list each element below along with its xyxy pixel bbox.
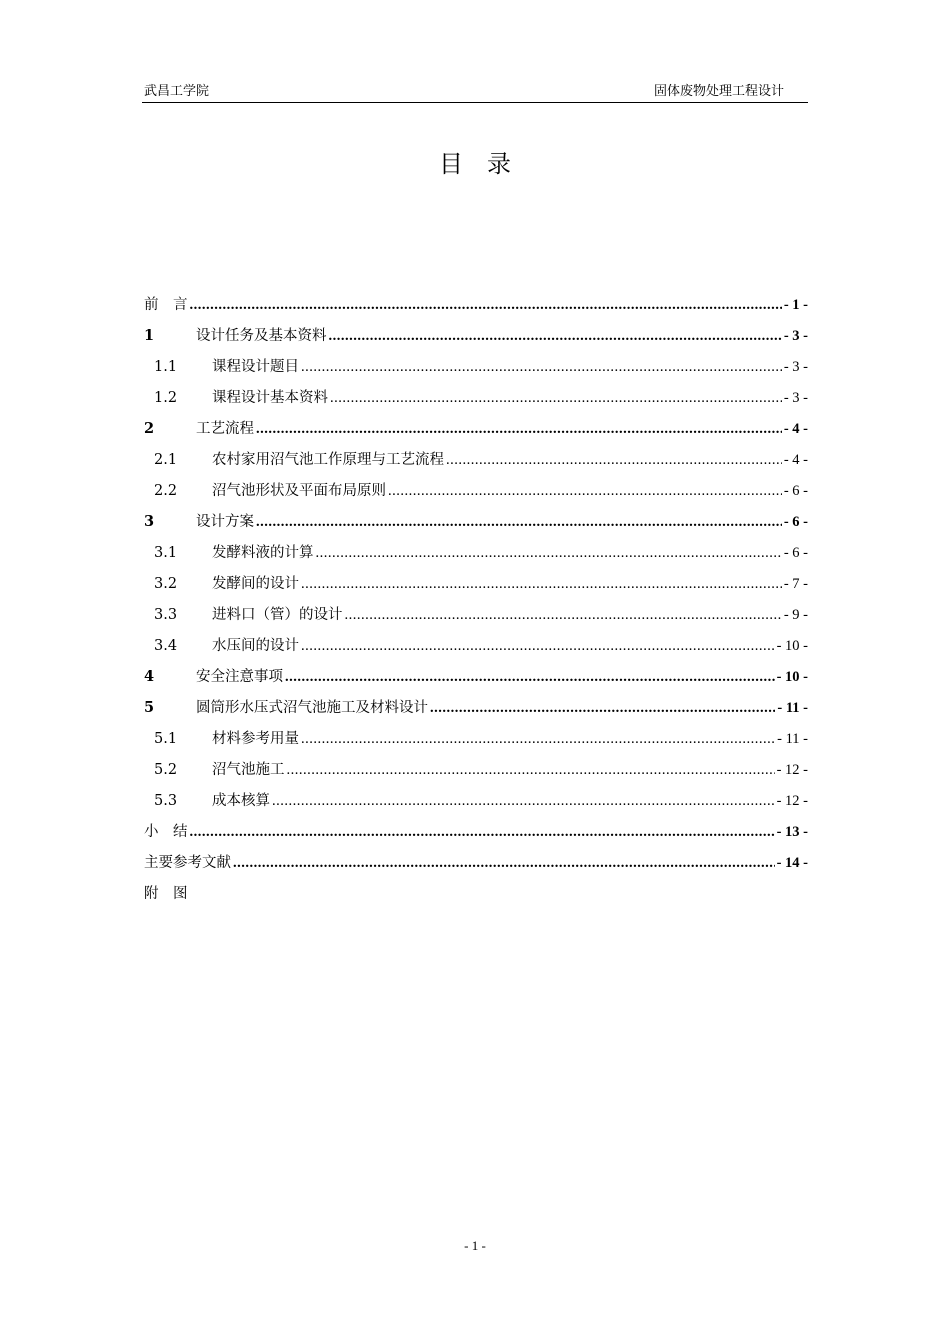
header-institution: 武昌工学院 (144, 84, 210, 99)
toc-entry[interactable] (142, 448, 808, 479)
toc-entry-leader (301, 731, 775, 748)
toc-entry[interactable] (142, 541, 808, 572)
toc-entry-page: - 6 - (783, 514, 808, 530)
toc-entry-page: - 10 - (776, 638, 808, 654)
toc-entry[interactable] (142, 789, 808, 820)
toc-entry[interactable] (142, 510, 808, 541)
toc-entry-label: 材料参考用量 (212, 731, 299, 747)
toc-entry-label: 农村家用沼气池工作原理与工艺流程 (212, 452, 444, 468)
toc-entry-page: - 12 - (776, 793, 808, 809)
toc-entry-page: - 13 - (776, 824, 808, 840)
toc-entry[interactable] (142, 355, 808, 386)
toc-entry[interactable] (142, 324, 808, 355)
toc-entry-leader (430, 700, 775, 717)
toc-entry-label: 设计任务及基本资料 (196, 328, 327, 344)
toc-entry-leader (256, 514, 782, 531)
toc-entry[interactable] (142, 851, 808, 882)
toc-entry-number: 2.1 (154, 452, 178, 468)
toc-entry-number: 3 (144, 513, 155, 530)
toc-entry-label: 安全注意事项 (196, 669, 283, 685)
toc-entry-leader (446, 452, 782, 469)
toc-entry-leader (256, 421, 782, 438)
toc-entry-leader (345, 607, 782, 624)
toc-entry[interactable] (142, 665, 808, 696)
toc-entry-leader (329, 328, 782, 345)
toc-entry-number: 1.1 (154, 359, 178, 375)
toc-entry-page: - 1 - (783, 297, 808, 313)
toc-entry-number: 2 (144, 420, 155, 437)
toc-entry-leader (301, 638, 775, 655)
toc-entry-number: 5 (144, 699, 155, 716)
header-course-title: 固体废物处理工程设计 (653, 84, 784, 99)
toc-entry-page: - 6 - (783, 545, 808, 561)
toc-entry-label: 发酵料液的计算 (212, 545, 314, 561)
toc-entry-number: 3.1 (154, 545, 178, 561)
toc-entry[interactable] (142, 696, 808, 727)
toc-entry-number: 3.4 (154, 638, 178, 654)
toc-entry[interactable] (142, 882, 808, 913)
toc-entry-leader (388, 483, 782, 500)
toc-entry-label: 前 言 (144, 297, 188, 313)
toc-entry-label: 课程设计基本资料 (212, 390, 328, 406)
toc-entry[interactable] (142, 820, 808, 851)
toc-entry-label: 小 结 (144, 824, 188, 840)
toc-entry-leader (301, 359, 782, 376)
toc-entry-label: 课程设计题目 (212, 359, 299, 375)
toc-entry-label: 沼气池形状及平面布局原则 (212, 483, 386, 499)
toc-entry-label: 沼气池施工 (212, 762, 285, 778)
toc-entry-leader (285, 669, 775, 686)
toc-entry-number: 3.2 (154, 576, 178, 592)
toc-entry-number: 5.1 (154, 731, 178, 747)
toc-entry-number: 1 (144, 327, 155, 344)
toc-entry-number: 2.2 (154, 483, 178, 499)
toc-entry[interactable] (142, 386, 808, 417)
toc-entry-label: 圆筒形水压式沼气池施工及材料设计 (196, 700, 428, 716)
toc-entry-leader (301, 576, 782, 593)
toc-entry-page: - 3 - (783, 328, 808, 344)
toc-entry-page: - 11 - (777, 700, 808, 716)
toc-entry-leader (190, 297, 782, 314)
toc-entry[interactable] (142, 634, 808, 665)
table-of-contents (142, 293, 808, 913)
toc-entry-page: - 7 - (783, 576, 808, 592)
toc-entry[interactable] (142, 727, 808, 758)
toc-entry-page: - 12 - (776, 762, 808, 778)
toc-entry-label: 发酵间的设计 (212, 576, 299, 592)
toc-entry-label: 水压间的设计 (212, 638, 299, 654)
toc-entry-page: - 4 - (783, 452, 808, 468)
toc-entry-label: 成本核算 (212, 793, 270, 809)
toc-title: 目 录 (439, 150, 511, 178)
toc-entry-page: - 6 - (783, 483, 808, 499)
toc-entry-number: 5.3 (154, 793, 178, 809)
toc-entry-label: 进料口（管）的设计 (212, 607, 343, 623)
toc-entry-page: - 14 - (776, 855, 808, 871)
toc-entry[interactable] (142, 758, 808, 789)
toc-entry[interactable] (142, 417, 808, 448)
toc-entry-number: 1.2 (154, 390, 178, 406)
page-header (142, 76, 808, 103)
toc-entry-page: - 11 - (777, 731, 808, 747)
toc-entry-page: - 9 - (783, 607, 808, 623)
toc-entry-leader (287, 762, 775, 779)
toc-entry-leader (272, 793, 775, 810)
toc-entry[interactable] (142, 479, 808, 510)
toc-entry[interactable] (142, 293, 808, 324)
toc-entry-label: 设计方案 (196, 514, 254, 530)
toc-entry-leader (330, 390, 782, 407)
toc-entry-label: 工艺流程 (196, 421, 254, 437)
toc-entry-page: - 3 - (783, 390, 808, 406)
toc-entry-leader (233, 855, 775, 872)
page-number: - 1 - (464, 1238, 486, 1253)
toc-entry-page: - 4 - (783, 421, 808, 437)
toc-entry-label: 附 图 (144, 886, 188, 902)
toc-entry[interactable] (142, 572, 808, 603)
toc-entry-number: 5.2 (154, 762, 178, 778)
toc-entry[interactable] (142, 603, 808, 634)
toc-entry-label: 主要参考文献 (144, 855, 231, 871)
toc-entry-page: - 10 - (776, 669, 808, 685)
toc-entry-page: - 3 - (783, 359, 808, 375)
toc-entry-number: 3.3 (154, 607, 178, 623)
toc-entry-number: 4 (144, 668, 155, 685)
toc-entry-leader (316, 545, 782, 562)
toc-entry-leader (190, 824, 775, 841)
